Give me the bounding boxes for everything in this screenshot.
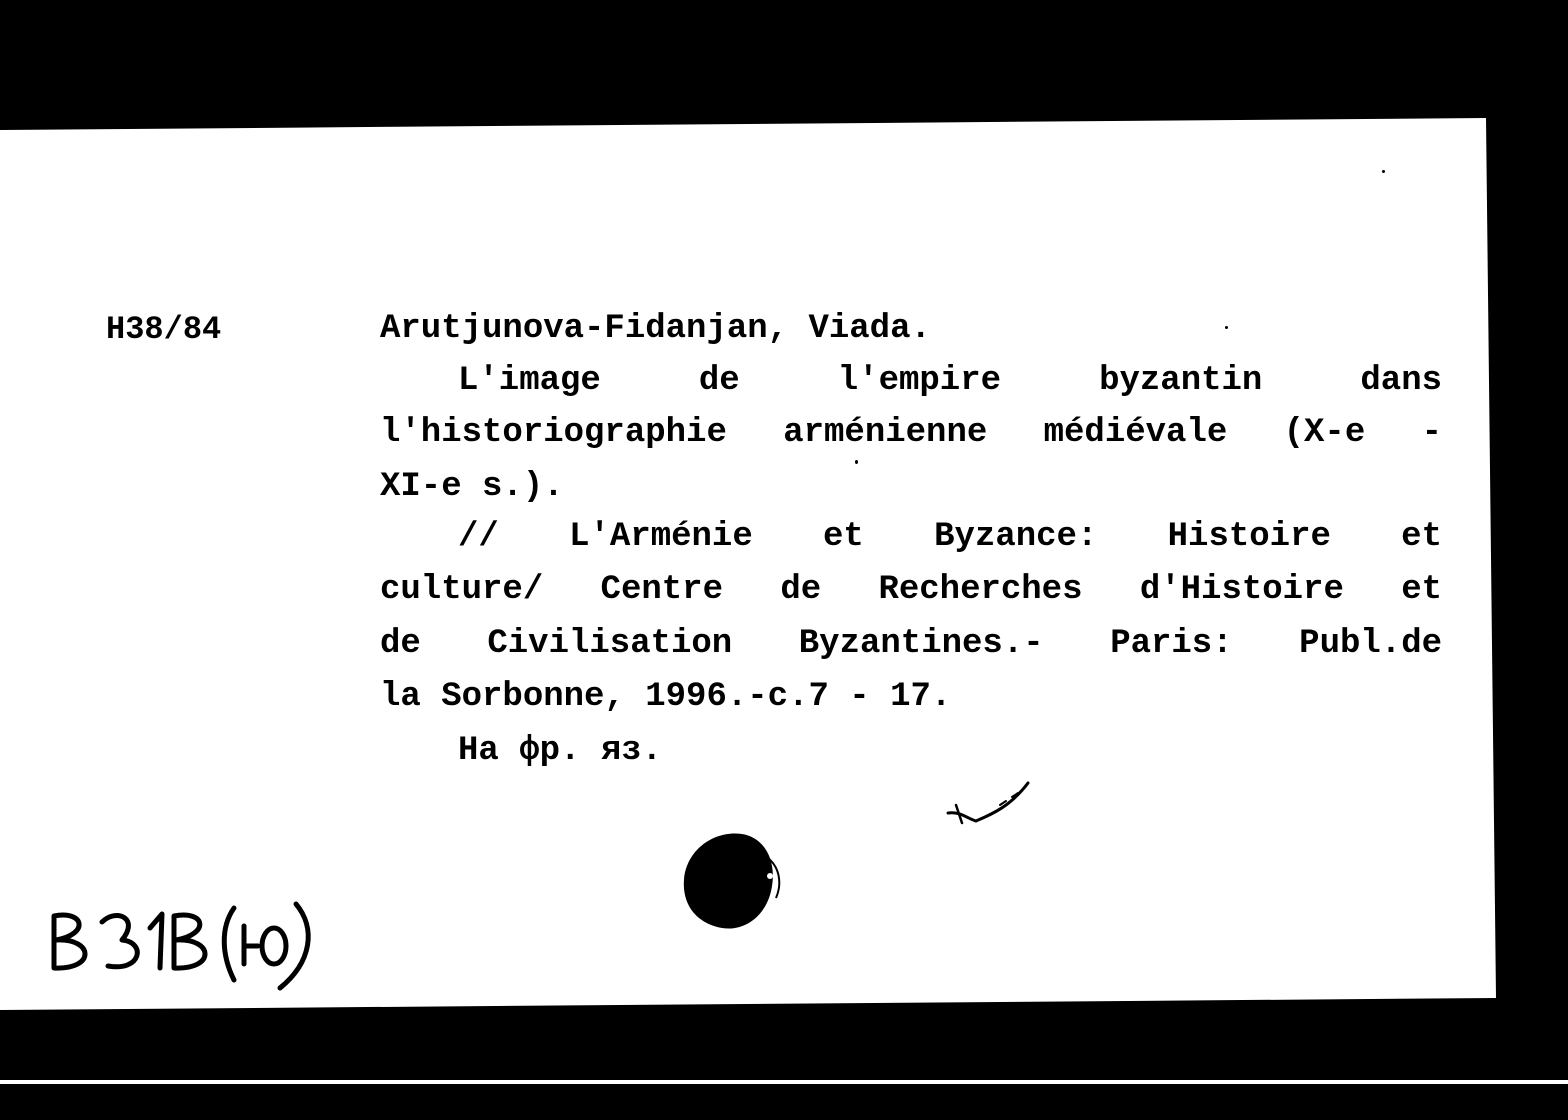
source-line-4: la Sorbonne, 1996.-c.7 - 17. [380, 678, 952, 716]
source-line-2: culture/ Centre de Recherches d'Histoire et [380, 571, 1442, 609]
speck [855, 460, 858, 464]
title-line-3: XI-e s.). [380, 468, 564, 506]
speck [1352, 70, 1355, 76]
speck [1225, 326, 1228, 329]
title-line-2: l'historiographie arménienne médiévale (X-e - [380, 414, 1442, 452]
author-heading: Arutjunova-Fidanjan, Viada. [380, 310, 931, 348]
title-line-1: L'image de l'empire byzantin dans [458, 362, 1442, 400]
speck [1382, 170, 1385, 173]
scan-edge-line [0, 1080, 1568, 1084]
source-line-3: de Civilisation Byzantines.- Paris: Publ.de [380, 625, 1442, 663]
ink-blot-icon [676, 828, 796, 938]
source-line-1: // L'Arménie et Byzance: Histoire et [458, 518, 1442, 556]
language-note: На фр. яз. [458, 732, 663, 770]
pen-mark-icon [940, 775, 1040, 835]
handwritten-code [44, 898, 334, 998]
shelf-code: H38/84 [106, 311, 222, 348]
